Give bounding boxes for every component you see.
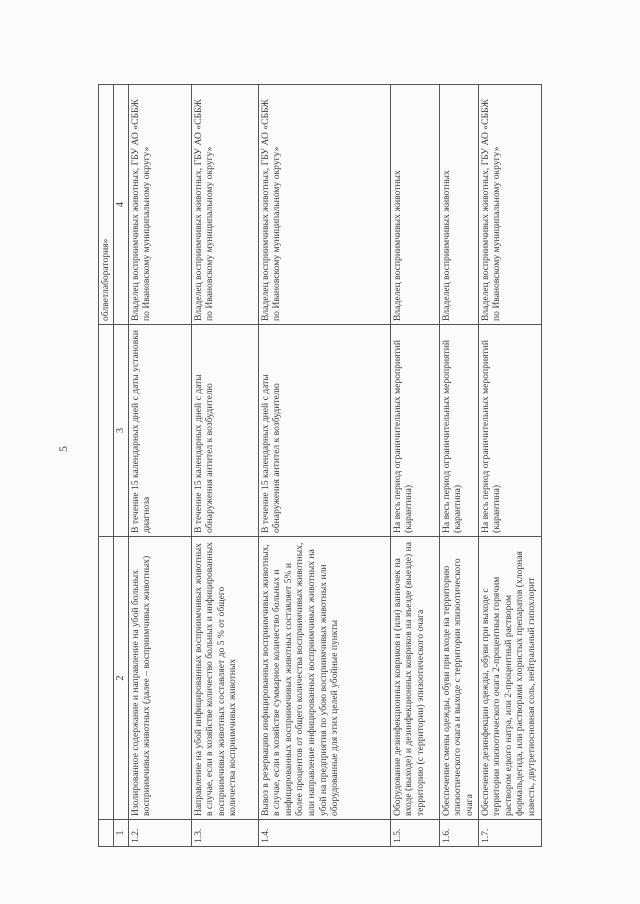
row-responsible: Владелец восприимчивых животных, ГБУ АО «СББЖ по Ивановскому муниципальному округу» (258, 85, 390, 325)
cont-col1 (99, 820, 114, 847)
row-number: 1.7. (478, 820, 541, 847)
column-number-3: 3 (114, 325, 129, 537)
row-responsible: Владелец восприимчивых животных, ГБУ АО «СББЖ по Ивановскому муниципальному округу» (128, 85, 191, 325)
row-number: 1.3. (191, 820, 258, 847)
rotated-table-container (98, 85, 537, 847)
cont-col3 (99, 325, 114, 537)
row-term: На весь период ограничительных мероприятий (карантина) (439, 325, 478, 537)
row-responsible: Владелец восприимчивых животных (390, 85, 439, 325)
cont-col4: облветлаборатория» (99, 85, 114, 325)
row-measure: Вывоз в резервацию инфицированных восприимчивых животных, в случае, если в хозяйстве суммарное количество больных и инфицированных восприимчивых животных составляет 5% и более процентов от общего количества восприимчивых животных, или направление инфицированных восприимчивых животных на убой на предприятия по убою восприимчивых животных или оборудованные для этих целей убойные пункты (258, 537, 390, 820)
measures-table (98, 84, 542, 847)
table-row (390, 85, 439, 847)
row-number: 1.5. (390, 820, 439, 847)
row-measure: Направление на убой инфицированных восприимчивых животных в случае, если в хозяйстве количество больных и инфицированных восприимчивых животных составляет до 5 % от общего количества восприимчивых животных (191, 537, 258, 820)
continuation-row (99, 85, 114, 847)
row-number: 1.2. (128, 820, 191, 847)
row-responsible: Владелец восприимчивых животных (439, 85, 478, 325)
cont-col2 (99, 537, 114, 820)
row-number: 1.4. (258, 820, 390, 847)
table-row (478, 85, 541, 847)
row-measure: Обеспечение дезинфекции одежды, обуви при выходе с территории эпизоотического очага 2-процентным горячим раствором едкого натра, или 2-процентный раствором формальдегида, или растворами хлористых препаратов (хлорная известь, двутретиосновная соль, нейтральный гипохлорит (478, 537, 541, 820)
row-responsible: Владелец восприимчивых животных, ГБУ АО «СББЖ по Ивановскому муниципальному округу» (191, 85, 258, 325)
column-number-4: 4 (114, 85, 129, 325)
row-term: В течение 15 календарных дней с даты обнаружения антител к возбудителю (191, 325, 258, 537)
row-measure: Обеспечение смены одежды, обуви при входе на территорию эпизоотического очага и выходе с территории эпизоотического очага (439, 537, 478, 820)
table-row (439, 85, 478, 847)
column-number-row (114, 85, 129, 847)
page-number: 5 (56, 446, 70, 452)
row-term: В течение 15 календарных дней с даты установки диагноза (128, 325, 191, 537)
row-responsible: Владелец восприимчивых животных, ГБУ АО «СББЖ по Ивановскому муниципальному округу» (478, 85, 541, 325)
table-row (191, 85, 258, 847)
row-number: 1.6. (439, 820, 478, 847)
row-term: В течение 15 календарных дней с даты обнаружения антител к возбудителю (258, 325, 390, 537)
row-term: На весь период ограничительных мероприятий (карантина) (478, 325, 541, 537)
row-measure: Оборудование дезинфекционных ковриков и (или) ванночек на входе (выходе) и дезинфекционных ковриков на въезде (выезде) на территорию (с территории) эпизоотического очага (390, 537, 439, 820)
column-number-2: 2 (114, 537, 129, 820)
row-measure: Изолированное содержание и направление на убой больных восприимчивых животных (далее – восприимчивых животных) (128, 537, 191, 820)
table-row (258, 85, 390, 847)
column-number-1: 1 (114, 820, 129, 847)
table-row (128, 85, 191, 847)
row-term: На весь период ограничительных мероприятий (карантина) (390, 325, 439, 537)
